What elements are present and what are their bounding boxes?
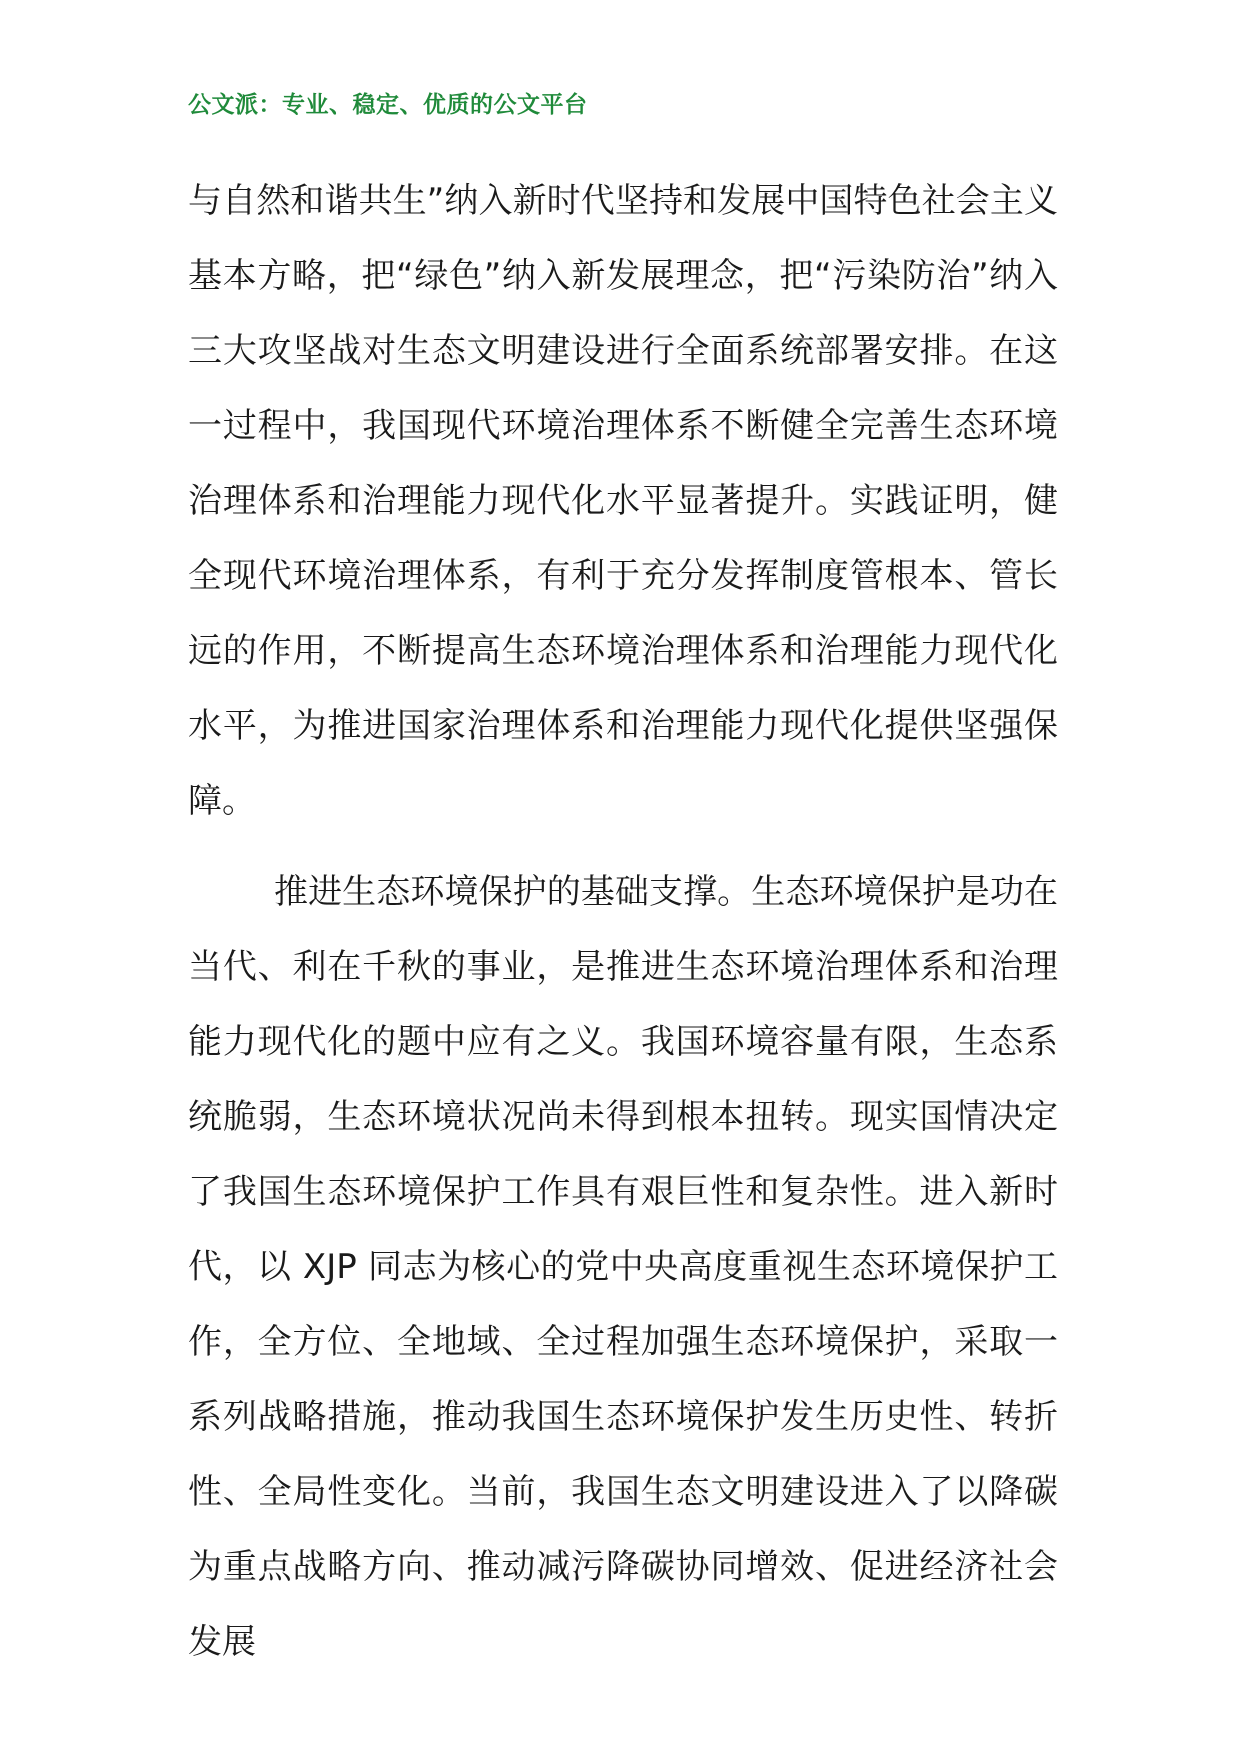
site-header-line: 公文派：专业、稳定、优质的公文平台 bbox=[188, 92, 588, 118]
paragraph-continuation: 与自然和谐共生”纳入新时代坚持和发展中国特色社会主义基本方略，把“绿色”纳入新发展理念，把“污染防治”纳入三大攻坚战对生态文明建设进行全面系统部署安排。在这一过程中，我国现代环境治理体系不断健全完善生态环境治理体系和治理能力现代化水平显著提升。实践证明，健全现代环境治理体系，有利于充分发挥制度管根本、管长远的作用，不断提高生态环境治理体系和治理能力现代化水平，为推进国家治理体系和治理能力现代化提供坚强保障。 bbox=[188, 181, 1058, 821]
paragraph-ecological-protection: 推进生态环境保护的基础支撑。生态环境保护是功在当代、利在千秋的事业，是推进生态环境治理体系和治理能力现代化的题中应有之义。我国环境容量有限，生态系统脆弱，生态环境状况尚未得到根本扭转。现实国情决定了我国生态环境保护工作具有艰巨性和复杂性。进入新时代，以 XJP 同志为核心的党中央高度重视生态环境保护工作，全方位、全地域、全过程加强生态环境保护，采取一系列战略措施，推动我国生态环境保护发生历史性、转折性、全局性变化。当前，我国生态文明建设进入了以降碳为重点战略方向、推动减污降碳协同增效、促进经济社会发展 bbox=[188, 872, 1058, 1662]
document-body bbox=[188, 164, 1058, 1680]
